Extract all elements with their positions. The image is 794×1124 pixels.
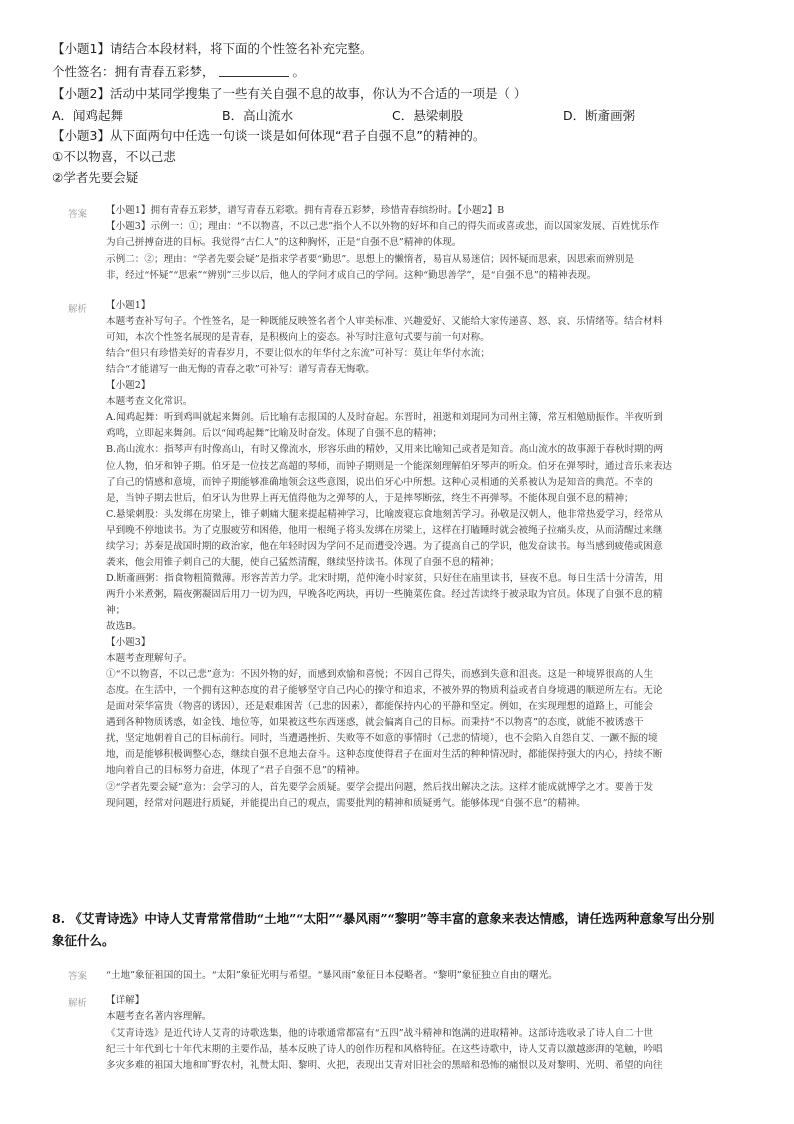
sentence-2: ②学者先要会疑 [52,170,139,185]
analysis-line: ①“不以物喜，不以己悲”意为：不因外物的好，而感到欢愉和喜悦；不因自己得失，而感到失意和沮丧。这是一种境界很高的人生 [106,669,654,681]
q8-analysis-line: 【详解】 [106,995,145,1006]
q8-analysis-line: 《艾青诗选》是近代诗人艾青的诗歌选集，他的诗歌通常都富有“五四”战斗精神和饱满的进取精神。这部诗选收录了诗人自二十世 [106,1027,654,1039]
signature-prompt: 个性签名：拥有青春五彩梦， [52,64,215,79]
analysis-line: 地向着自己的目标努力奋进，体现了“君子自强不息”的精神。 [106,765,366,777]
analysis-line: 本题考查文化常识。 [106,396,193,408]
analysis-line: ②“学者先要会疑”意为：会学习的人，首先要学会质疑。要学会提出问题，然后找出解决之法。这样才能成就博学之才。要善于发 [106,781,654,793]
question-1: 【小题1】请结合本段材料，将下面的个性签名补充完整。 [52,41,373,56]
option-d: D．断齑画粥 [563,108,636,123]
analysis-line: 位人物，伯牙和钟子期。伯牙是一位技艺高超的琴师，而钟子期则是一个能深刻理解伯牙琴声的听众。伯牙在弹琴时，通过音乐来表达 [106,460,673,472]
question-8-line-1: 8. 《艾青诗选》中诗人艾青常常借助“土地”“太阳”“暴风雨”“黎明”等丰富的意象来表达情感，请任选两种意象写出分别 [52,911,715,926]
question-2: 【小题2】活动中某同学搜集了一些有关自强不息的故事，你认为不合适的一项是（ ） [52,86,527,101]
analysis-line: 遇到各种物质诱惑，如金钱、地位等，如果被这些东西迷惑，就会偏离自己的目标。而秉持“不以物喜”的态度，就能不被诱惑干 [106,717,644,729]
signature-line [52,63,305,81]
answer-line: 【小题3】示例一：①；理由：“不以物喜，不以己悲”指个人不以外物的好坏和自己的得失而或喜或悲，而以国家发展、百姓忧乐作 [106,221,660,233]
q8-answer-tag: 答案 [68,971,88,982]
analysis-line: 是面对荣华富贵（物喜的诱因），还是艰难困苦（己悲的因素），都能保持内心的平静和坚定。例如，在实现理想的道路上，可能会 [106,701,653,713]
answer-blank [219,64,289,77]
answer-line: 为自己拼搏奋进的目标。我觉得“古仁人”的这种胸怀，正是“自强不息”精神的体现。 [106,237,462,249]
analysis-line: 早到晚不停地读书。为了克服疲劳和困倦，他用一根绳子将头发绑在房梁上，这样在打瞌睡时就会被绳子拉痛头皮，从而清醒过来继 [106,524,663,536]
analysis-tag: 解析 [68,304,88,315]
answer-tag: 答案 [68,209,88,220]
analysis-line: 现问题，经常对问题进行质疑，并能提出自己的观点，需要批判的精神和质疑勇气。能够体现“自强不息”的精神。 [106,797,586,809]
signature-end: 。 [292,64,306,79]
answer-line: 示例二：②；理由：“学者先要会疑”是指求学者要“勤思”。思想上的懒惰者，易盲从易迷信；因怀疑而思索，因思索而辨别是 [106,253,635,265]
q8-analysis-tag: 解析 [68,998,88,1009]
q8-answer: “土地”象征祖国的国土。“太阳”象征光明与希望。“暴风雨”象征日本侵略者。“黎明”象征独立自由的曙光。 [106,970,558,981]
analysis-line: 态度。在生活中，一个拥有这种态度的君子能够坚守自己内心的操守和追求，不被外界的物质利益或者自身境遇的顺逆所左右。无论 [106,685,663,697]
analysis-line: 故选B。 [106,621,142,632]
analysis-line: 结合“才能谱写一曲无悔的青春之歌”可补写：谱写青春无悔歌。 [106,364,375,376]
question-8 [52,908,746,952]
analysis-line: 地，而是能够积极调整心态，继续自强不息地去奋斗。这种态度使得君子在面对生活的种种情况时，都能保持强大的内心，持续不断 [106,749,663,761]
q8-analysis-line: 多灾多难的祖国大地和旷野农村，礼赞太阳、黎明、火把，表现出艾青对旧社会的黑暗和恐怖的痛恨以及对黎明、光明、希望的向往 [106,1060,663,1072]
option-b: B．高山流水 [222,108,294,123]
analysis-line: D.断齑画粥：指食物粗简微薄。形容苦苦力学。北宋时期，范仲淹小时家贫，只好住在庙里读书，昼夜不息。每日生活十分清苦，用 [106,572,664,584]
analysis-line: 鸡鸣，立即起来舞剑。后以“闻鸡起舞”比喻及时奋发。体现了自强不息的精神； [106,428,442,440]
analysis-line: 两升小米煮粥，隔夜粥凝固后用刀一切为四，早晚各吃两块，再切一些腌菜佐食。经过苦读终于被录取为官员。体现了自强不息的精 [106,588,663,600]
analysis-line: 【小题1】 [106,300,151,311]
analysis-line: 可知，本次个性签名展现的是青春，是积极向上的姿态。补写时注意句式要与前一句对称。 [106,332,490,344]
sentence-1: ①不以物喜，不以己悲 [52,149,176,164]
question-8-line-2: 象征什么。 [52,933,115,948]
analysis-line: 本题考查补写句子。个性签名，是一种既能反映签名者个人审美标准、兴趣爱好、又能给大家传递喜、怒、哀、乐情绪等。结合材料 [106,316,663,328]
analysis-line: 续学习；苏秦是战国时期的政治家，他在年轻时因为学问不足而遭受冷遇。为了提高自己的学识，他发奋读书。每当感到疲倦或困意 [106,540,663,552]
answer-line: 非，经过“怀疑”“思索”“辨别”三步以后，他人的学问才成自己的学问。这种“勤思善学”，是“自强不息”的精神表现。 [106,269,597,281]
analysis-line: A.闻鸡起舞：听到鸡叫就起来舞剑。后比喻有志报国的人及时奋起。东晋时，祖逖和刘琨同为司州主簿，常互相勉励振作。半夜听到 [106,412,663,424]
option-c: C．悬梁刺股 [392,108,464,123]
option-a: A．闻鸡起舞 [52,108,124,123]
analysis-line: 了自己的情感和意境，而钟子期能够准确地领会这些意图，说出伯牙心中所想。这种心灵相通的关系被认为是知音的典范。不幸的 [106,476,653,488]
analysis-line: 是，当钟子期去世后，伯牙认为世界上再无值得他为之弹琴的人，于是摔琴断弦，终生不再弹琴。不能体现自强不息的精神； [106,492,634,504]
q8-analysis-line: 纪三十年代到七十年代末期的主要作品，基本反映了诗人的创作历程和风格特征。在这些诗歌中，诗人艾青以激越澎湃的笔触，吟唱 [106,1043,663,1055]
analysis-line: 扰，坚定地朝着自己的目标前行。同时，当遭遇挫折、失败等不如意的事情时（己悲的情境），也不会陷入自怨自艾、一蹶不振的境 [106,733,658,745]
analysis-line: 结合“但只有珍惜美好的青春岁月，不要让似水的年华付之东流”可补写：莫让年华付水流； [106,348,490,360]
analysis-line: 神； [106,604,126,616]
analysis-line: 【小题3】 [106,637,151,649]
analysis-line: C.悬梁刺股：头发绑在房梁上，锥子刺痛大腿来提起精神学习，比喻废寝忘食地刻苦学习。孙敬是汉朝人，他非常热爱学习，经常从 [106,508,663,520]
question-3: 【小题3】从下面两句中任选一句谈一谈是如何体现“君子自强不息”的精神的。 [52,128,486,143]
analysis-line: 【小题2】 [106,380,151,392]
answer-line: 【小题1】拥有青春五彩梦，谱写青春五彩歌。拥有青春五彩梦，珍惜青春缤纷时。【小题2】B [106,205,505,216]
analysis-line: B.高山流水：指琴声有时像高山，有时又像流水，形容乐曲的精妙，又用来比喻知己或者是知音。高山流水的故事源于春秋时期的两 [106,444,663,456]
q8-analysis-line: 本题考查名著内容理解。 [106,1011,212,1023]
analysis-line: 本题考查理解句子。 [106,653,193,665]
analysis-line: 袭来，他会用锥子刺自己的大腿，使自己猛然清醒，继续坚持读书。体现了自强不息的精神； [106,556,500,568]
